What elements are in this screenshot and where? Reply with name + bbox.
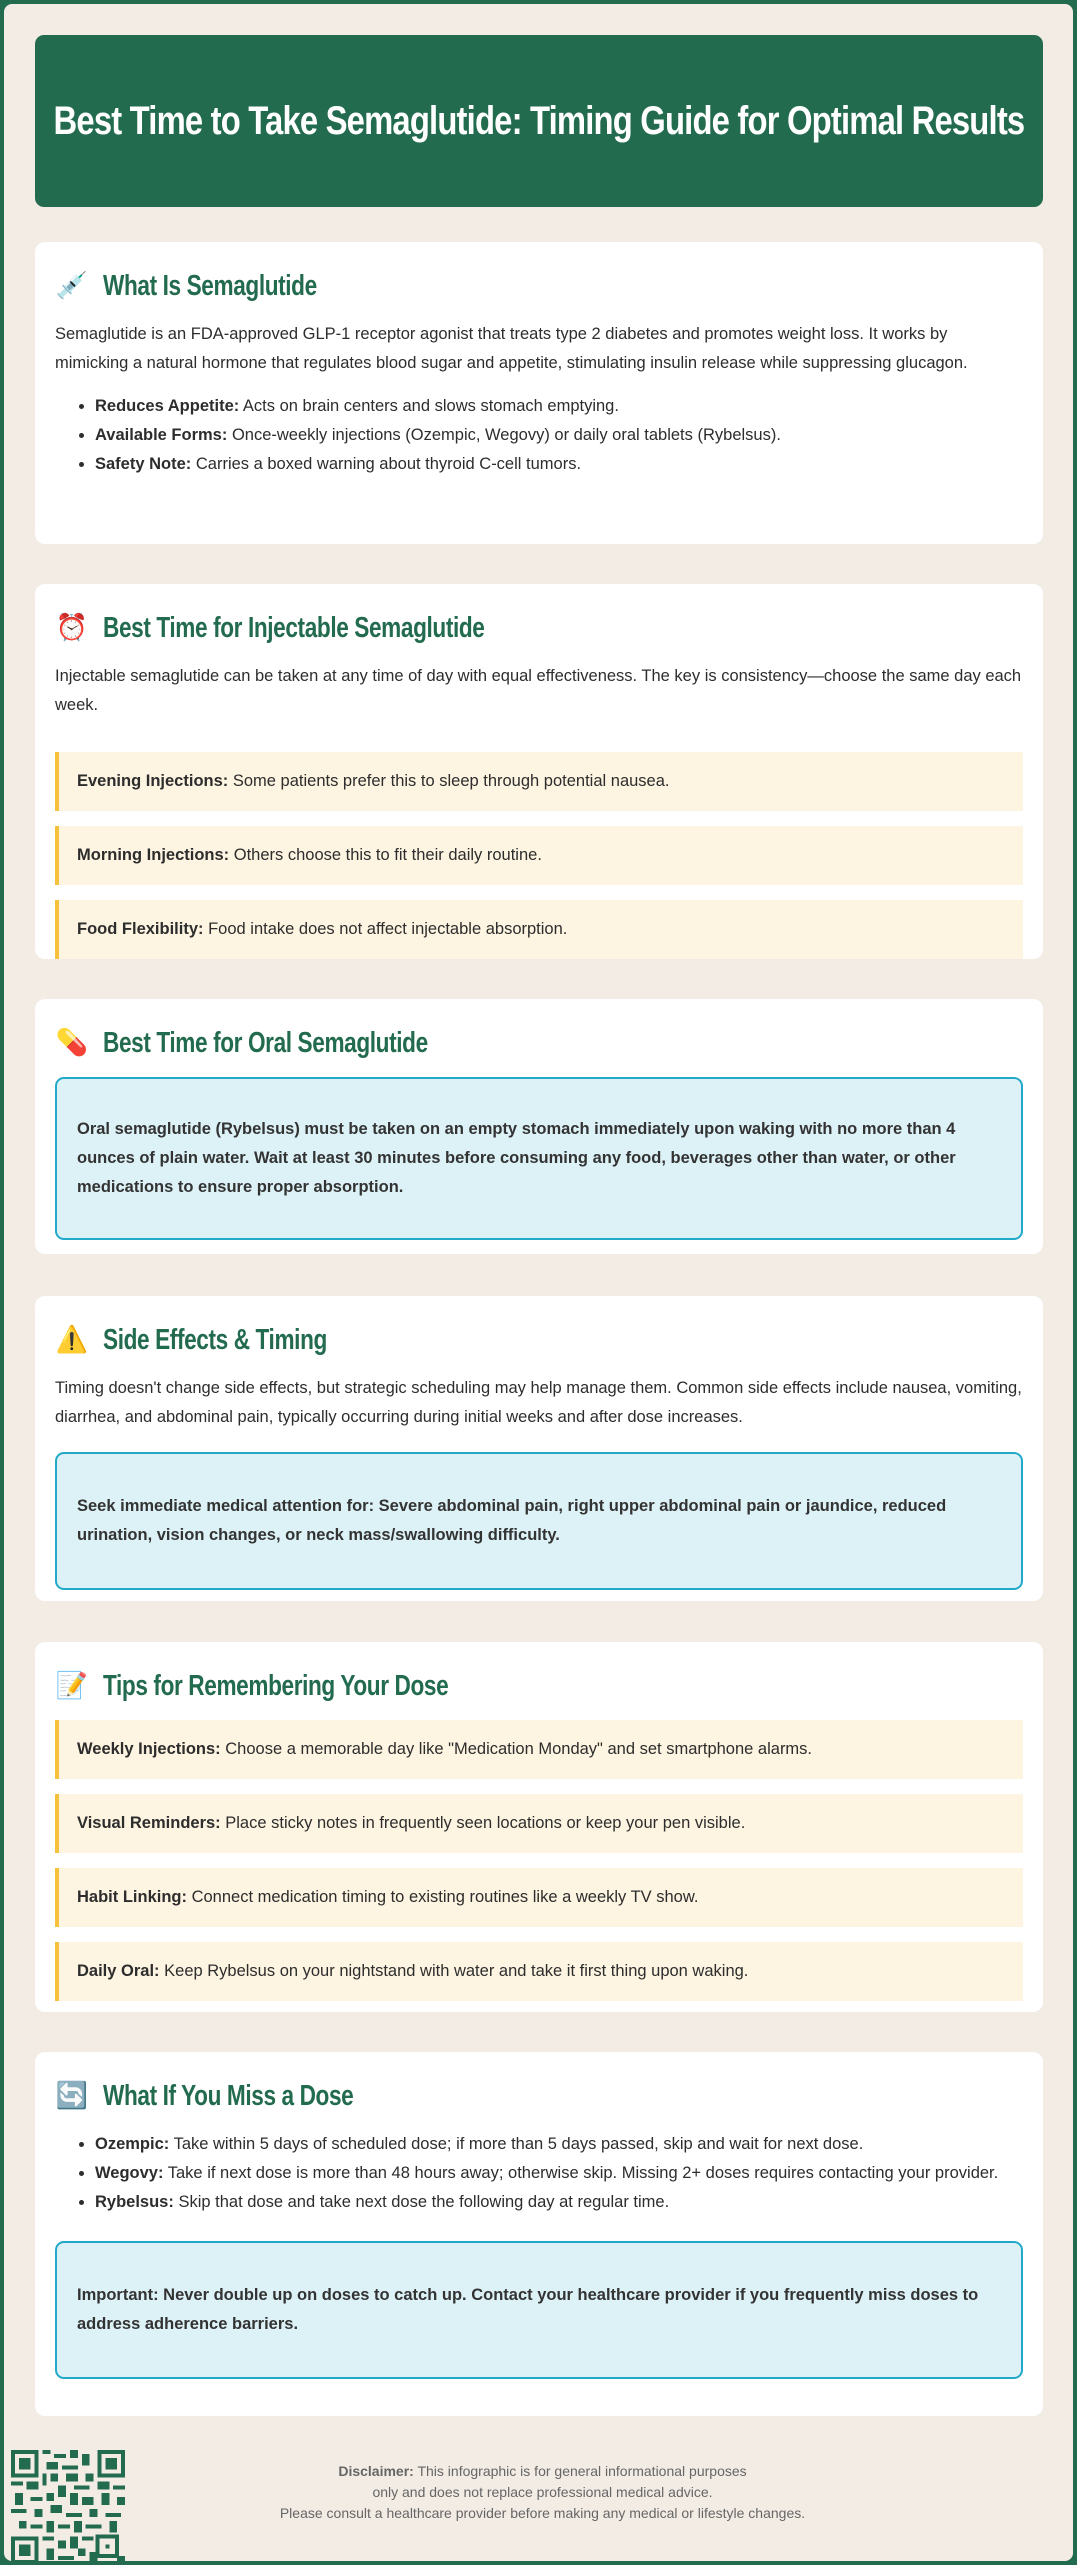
list-item: [95, 2159, 1023, 2188]
tip-label: Morning Injections:: [77, 846, 230, 864]
item-text: Take if next dose is more than 48 hours away; otherwise skip. Missing 2+ doses requires contacting your provider.: [163, 2164, 999, 2182]
bullet-list: [95, 392, 1023, 479]
warning-icon: ⚠️: [55, 1325, 89, 1355]
disclaimer: [4, 2461, 1077, 2524]
section-paragraph: Timing doesn't change side effects, but strategic scheduling may help manage them. Common side effects include nausea, vomiting, diarrhea, and abdominal pain, typically occurring during initial weeks and after dose increases.: [55, 1379, 1022, 1426]
section-side-effects: [35, 1296, 1043, 1601]
section-oral-timing: [35, 999, 1043, 1254]
item-label: Ozempic:: [95, 2135, 170, 2153]
section-heading: [55, 266, 1023, 306]
item-text: Skip that dose and take next dose the following day at regular time.: [173, 2193, 670, 2211]
section-title: Best Time for Oral Semaglutide: [103, 1026, 428, 1059]
tip-box: [55, 1794, 1023, 1853]
warning-callout: Seek immediate medical attention for: Severe abdominal pain, right upper abdominal pain or jaundice, reduced urination, vision changes, or neck mass/swallowing difficulty.: [55, 1452, 1023, 1590]
title-banner: [35, 35, 1043, 207]
disclaimer-text: Please consult a healthcare provider before making any medical or lifestyle changes.: [279, 2505, 806, 2521]
tip-box: [55, 752, 1023, 811]
list-item: [95, 2188, 1023, 2217]
tip-label: Evening Injections:: [77, 772, 229, 790]
item-text: Once-weekly injections (Ozempic, Wegovy) or daily oral tablets (Rybelsus).: [227, 426, 781, 444]
tip-text: Food intake does not affect injectable absorption.: [203, 920, 568, 938]
section-title: What Is Semaglutide: [103, 269, 317, 302]
tip-text: Place sticky notes in frequently seen locations or keep your pen visible.: [220, 1814, 746, 1832]
tip-text: Connect medication timing to existing routines like a weekly TV show.: [187, 1888, 699, 1906]
important-callout: Important: Never double up on doses to catch up. Contact your healthcare provider if you frequently miss doses to address adherence barriers.: [55, 2241, 1023, 2379]
tip-box: [55, 900, 1023, 959]
section-paragraph: Semaglutide is an FDA-approved GLP-1 receptor agonist that treats type 2 diabetes and promotes weight loss. It works by mimicking a natural hormone that regulates blood sugar and appetite, stimulating insulin release while suppressing glucagon.: [55, 325, 968, 372]
tip-box: [55, 1942, 1023, 2001]
item-label: Safety Note:: [95, 455, 192, 473]
page-title: Best Time to Take Semaglutide: Timing Guide for Optimal Results: [53, 98, 1025, 143]
tip-box: [55, 1720, 1023, 1779]
pill-icon: 💊: [55, 1028, 89, 1058]
disclaimer-text: only and does not replace professional medical advice.: [372, 2484, 713, 2500]
section-paragraph: Injectable semaglutide can be taken at any time of day with equal effectiveness. The key is consistency—choose the same day each week.: [55, 667, 1022, 714]
syringe-icon: 💉: [55, 271, 89, 301]
list-item: [95, 392, 1023, 421]
item-label: Rybelsus:: [95, 2193, 174, 2211]
footer: [4, 2424, 1077, 2565]
tip-box: [55, 826, 1023, 885]
list-item: [95, 421, 1023, 450]
section-heading: [55, 1320, 1023, 1360]
tip-text: Others choose this to fit their daily routine.: [229, 846, 542, 864]
section-title: Best Time for Injectable Semaglutide: [103, 611, 485, 644]
tip-label: Weekly Injections:: [77, 1740, 221, 1758]
tip-label: Visual Reminders:: [77, 1814, 221, 1832]
item-label: Wegovy:: [95, 2164, 164, 2182]
tip-label: Habit Linking:: [77, 1888, 187, 1906]
section-heading: [55, 608, 1023, 648]
tip-label: Daily Oral:: [77, 1962, 160, 1980]
section-title: Tips for Remembering Your Dose: [103, 1669, 449, 1702]
tip-box: [55, 1868, 1023, 1927]
tip-text: Some patients prefer this to sleep through potential nausea.: [228, 772, 670, 790]
tip-label: Food Flexibility:: [77, 920, 204, 938]
section-injectable-timing: [35, 584, 1043, 959]
tip-text: Choose a memorable day like "Medication Monday" and set smartphone alarms.: [220, 1740, 813, 1758]
section-title: What If You Miss a Dose: [103, 2079, 354, 2112]
list-item: [95, 450, 1023, 479]
section-heading: [55, 2076, 1023, 2116]
section-missed-dose: [35, 2052, 1043, 2416]
disclaimer-label: Disclaimer:: [338, 2463, 414, 2479]
section-what-is-semaglutide: [35, 242, 1043, 544]
item-text: Carries a boxed warning about thyroid C-cell tumors.: [191, 455, 582, 473]
bullet-list: [95, 2130, 1023, 2217]
tip-text: Keep Rybelsus on your nightstand with water and take it first thing upon waking.: [159, 1962, 749, 1980]
callout-box: Oral semaglutide (Rybelsus) must be taken on an empty stomach immediately upon waking with no more than 4 ounces of plain water. Wait at least 30 minutes before consuming any food, beverages other than water, or other medications to ensure proper absorption.: [55, 1077, 1023, 1240]
section-heading: [55, 1023, 1023, 1063]
section-title: Side Effects & Timing: [103, 1323, 327, 1356]
list-item: [95, 2130, 1023, 2159]
section-heading: [55, 1666, 1023, 1706]
item-text: Take within 5 days of scheduled dose; if more than 5 days passed, skip and wait for next dose.: [169, 2135, 864, 2153]
disclaimer-text: This infographic is for general informational purposes: [413, 2463, 747, 2479]
alarm-clock-icon: ⏰: [55, 613, 89, 643]
memo-icon: 📝: [55, 1671, 89, 1701]
item-label: Available Forms:: [95, 426, 228, 444]
item-label: Reduces Appetite:: [95, 397, 240, 415]
section-remembering-tips: [35, 1642, 1043, 2012]
refresh-icon: 🔄: [55, 2081, 89, 2111]
item-text: Acts on brain centers and slows stomach emptying.: [239, 397, 619, 415]
